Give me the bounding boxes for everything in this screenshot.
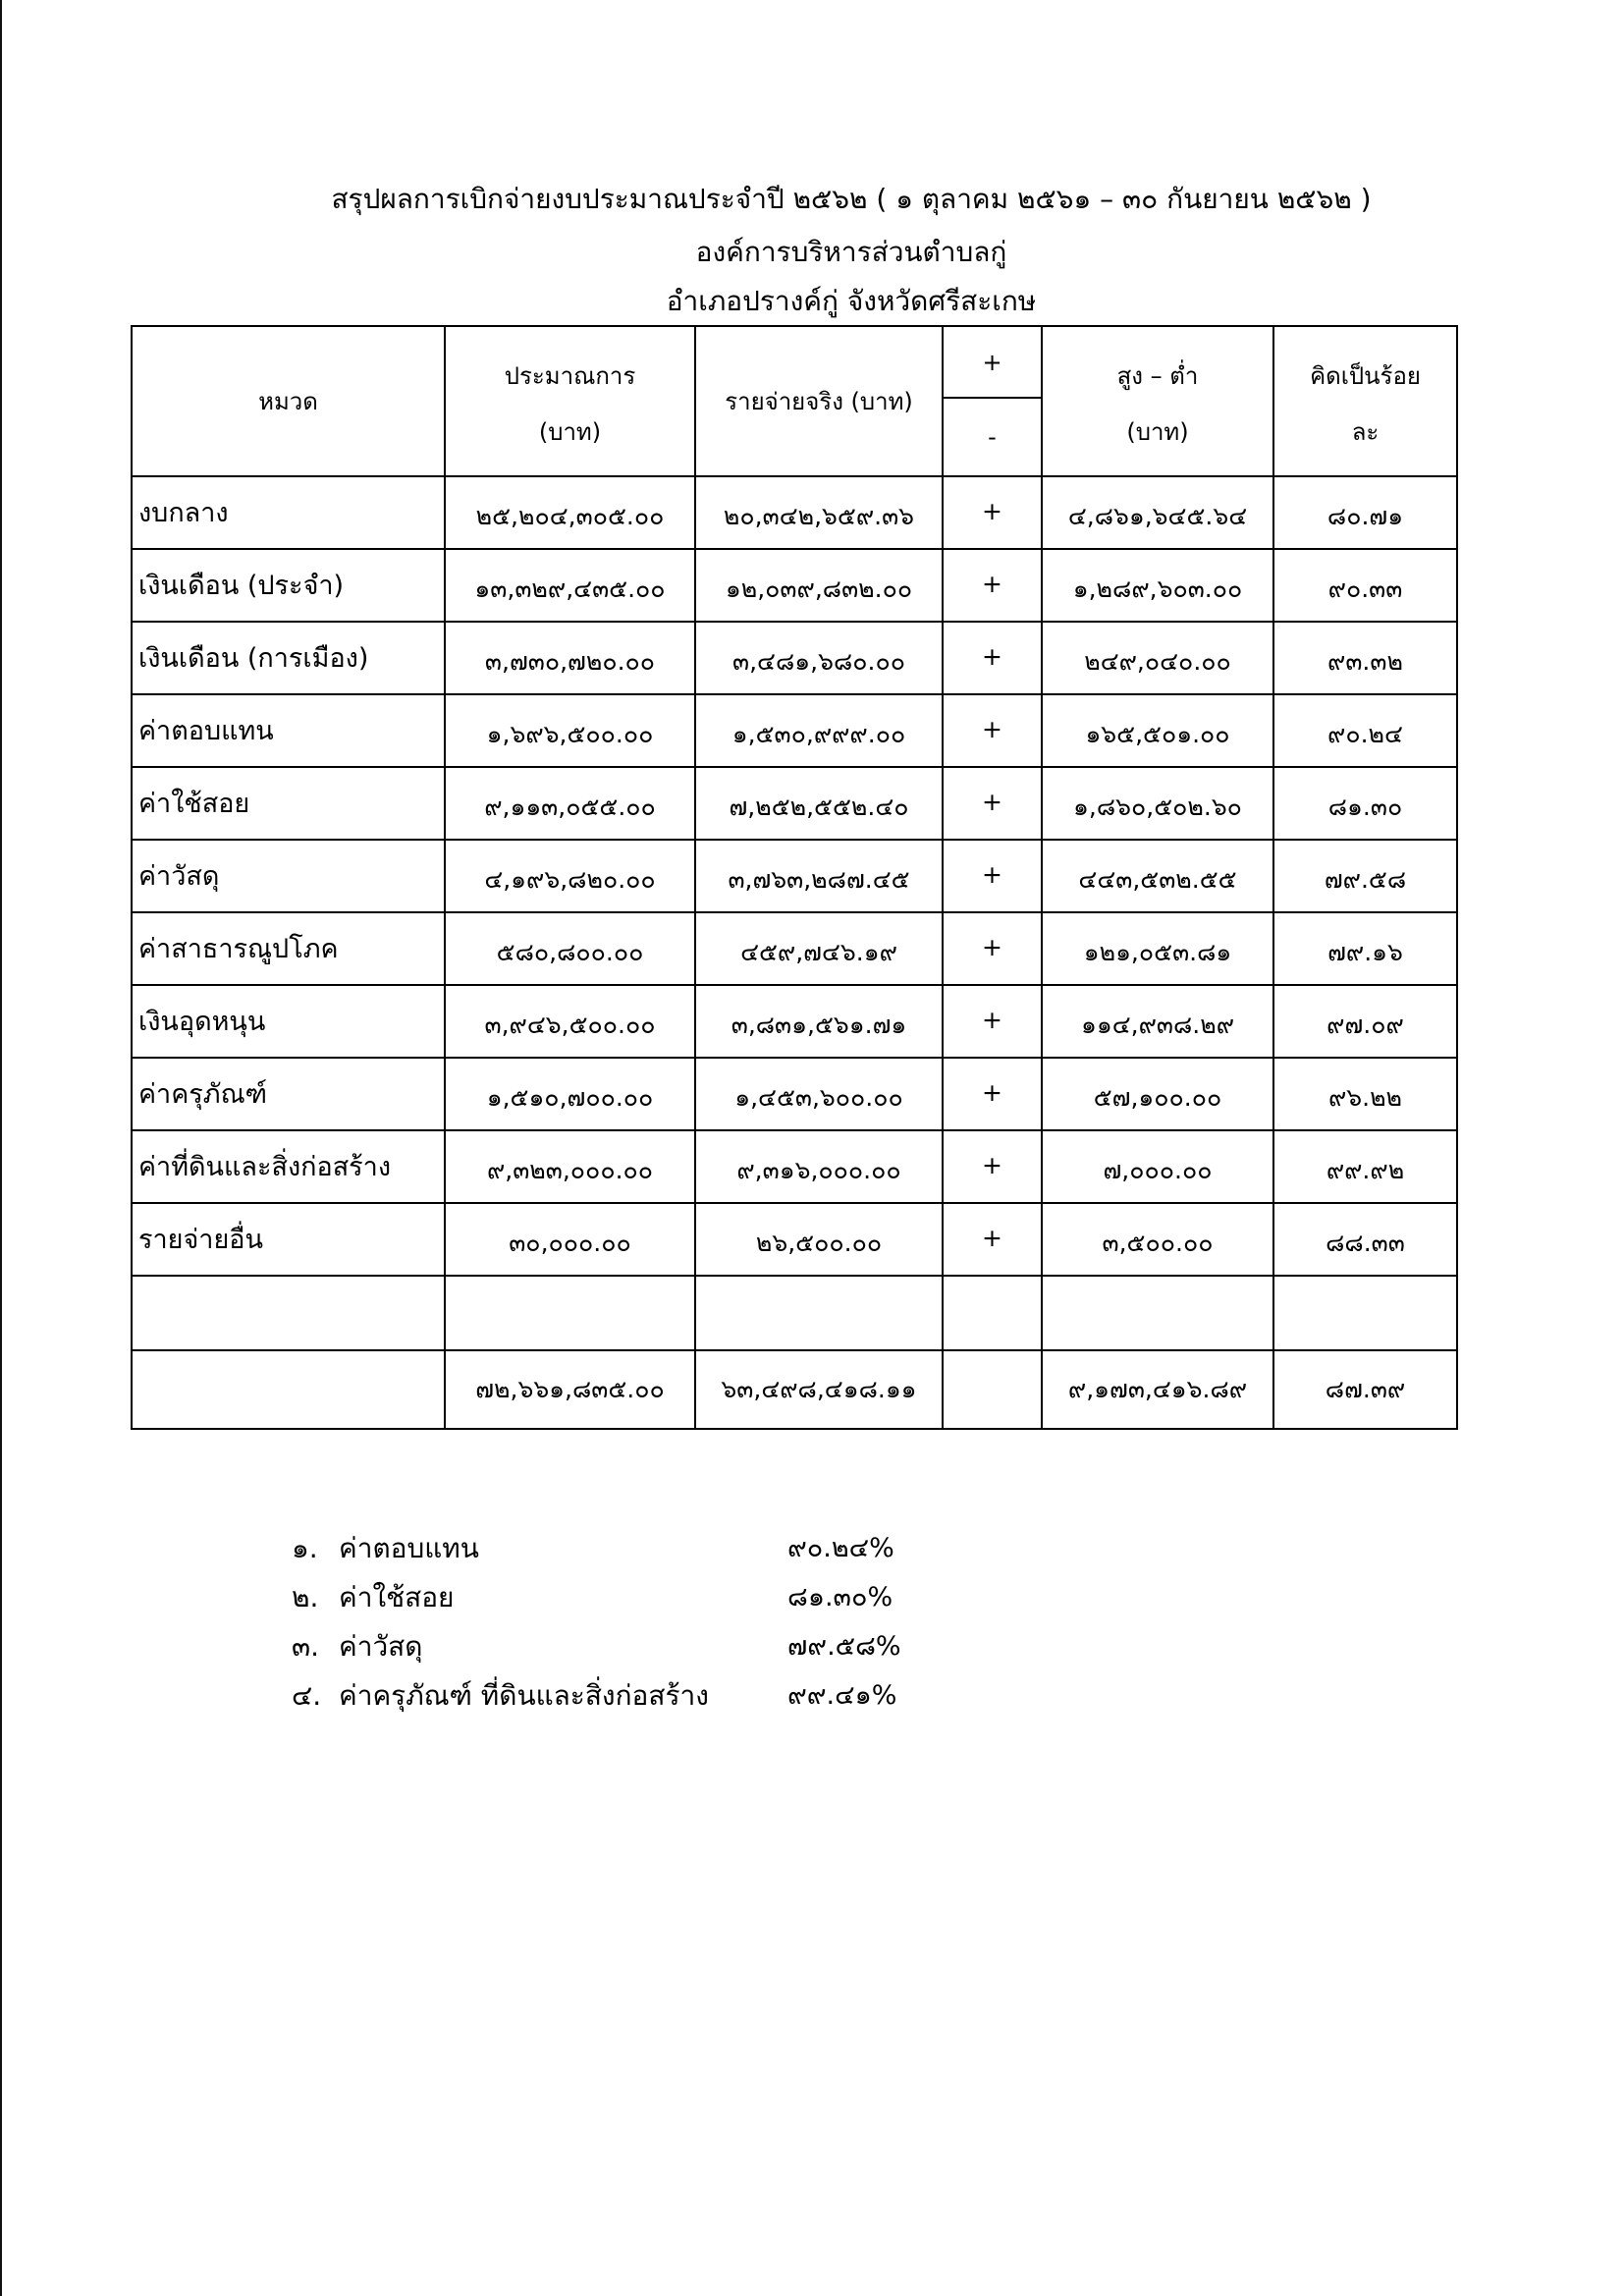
header-category-label: หมวด — [258, 388, 318, 415]
percent-cell: ๙๗.๐๙ — [1273, 985, 1457, 1058]
table-row — [132, 985, 1457, 1058]
actual-cell: ๑,๕๓๐,๙๙๙.๐๐ — [695, 694, 943, 767]
table-row — [132, 622, 1457, 694]
category-cell: งบกลาง — [132, 476, 445, 549]
estimate-cell: ๓,๙๔๖,๕๐๐.๐๐ — [445, 985, 695, 1058]
budget-summary-table — [131, 325, 1458, 1430]
category-cell: รายจ่ายอื่น — [132, 1203, 445, 1276]
estimate-cell: ๙,๑๑๓,๐๕๕.๐๐ — [445, 767, 695, 840]
total-sign-cell — [943, 1350, 1042, 1429]
estimate-cell: ๒๕,๒๐๔,๓๐๕.๐๐ — [445, 476, 695, 549]
percent-cell: ๘๑.๓๐ — [1273, 767, 1457, 840]
summary-item-percent: ๙๙.๔๑% — [787, 1680, 897, 1711]
actual-cell: ๓,๔๘๑,๖๘๐.๐๐ — [695, 622, 943, 694]
table-row — [132, 549, 1457, 622]
percent-cell: ๘๐.๗๑ — [1273, 476, 1457, 549]
percent-cell: ๙๐.๒๔ — [1273, 694, 1457, 767]
header-estimate — [445, 326, 695, 476]
difference-cell: ๑,๒๘๙,๖๐๓.๐๐ — [1042, 549, 1273, 622]
sign-cell: + — [943, 694, 1042, 767]
estimate-cell: ๓๐,๐๐๐.๐๐ — [445, 1203, 695, 1276]
percent-cell: ๙๓.๓๒ — [1273, 622, 1457, 694]
estimate-cell: ๑๓,๓๒๙,๔๓๕.๐๐ — [445, 549, 695, 622]
table-row — [132, 1130, 1457, 1203]
header-category — [132, 326, 445, 476]
estimate-cell: ๑,๕๑๐,๗๐๐.๐๐ — [445, 1058, 695, 1130]
empty-cell — [132, 1276, 445, 1350]
header-percent-label-2: ละ — [1351, 417, 1380, 446]
estimate-cell: ๑,๖๙๖,๕๐๐.๐๐ — [445, 694, 695, 767]
header-difference-unit: (บาท) — [1126, 417, 1189, 446]
organization-name: องค์การบริหารส่วนตำบลกู่ — [695, 236, 1007, 268]
category-cell: ค่าวัสดุ — [132, 840, 445, 912]
location-line: อำเภอปรางค์กู่ จังหวัดศรีสะเกษ — [666, 285, 1037, 317]
header-percent-label: คิดเป็นร้อย — [1310, 361, 1421, 390]
actual-cell: ๓,๘๓๑,๕๖๑.๗๑ — [695, 985, 943, 1058]
header-estimate-unit: (บาท) — [538, 417, 602, 446]
actual-cell: ๒๐,๓๔๒,๖๕๙.๓๖ — [695, 476, 943, 549]
summary-item-percent: ๙๐.๒๔% — [787, 1533, 894, 1563]
total-percent-cell: ๘๗.๓๙ — [1273, 1350, 1457, 1429]
empty-table-row — [132, 1276, 1457, 1350]
actual-cell: ๒๖,๕๐๐.๐๐ — [695, 1203, 943, 1276]
empty-cell — [1273, 1276, 1457, 1350]
actual-cell: ๙,๓๑๖,๐๐๐.๐๐ — [695, 1130, 943, 1203]
difference-cell: ๓,๕๐๐.๐๐ — [1042, 1203, 1273, 1276]
percent-cell: ๘๘.๓๓ — [1273, 1203, 1457, 1276]
total-actual-cell: ๖๓,๔๙๘,๔๑๘.๑๑ — [695, 1350, 943, 1429]
scan-edge-line — [0, 0, 2, 2296]
summary-item-number: ๒. — [292, 1581, 319, 1613]
difference-cell: ๑๖๕,๕๐๑.๐๐ — [1042, 694, 1273, 767]
table-row — [132, 694, 1457, 767]
total-estimate-cell: ๗๒,๖๖๑,๘๓๕.๐๐ — [445, 1350, 695, 1429]
header-plus-label: + — [982, 348, 1002, 376]
category-cell: เงินเดือน (การเมือง) — [132, 622, 445, 694]
sign-cell: + — [943, 1203, 1042, 1276]
header-actual-label: รายจ่ายจริง (บาท) — [725, 388, 913, 415]
difference-cell: ๑๒๑,๐๕๓.๘๑ — [1042, 912, 1273, 985]
sign-cell: + — [943, 1130, 1042, 1203]
estimate-cell: ๔,๑๙๖,๘๒๐.๐๐ — [445, 840, 695, 912]
empty-cell — [445, 1276, 695, 1350]
summary-item — [292, 1625, 940, 1674]
percent-cell: ๙๖.๒๒ — [1273, 1058, 1457, 1130]
category-cell: ค่าสาธารณูปโภค — [132, 912, 445, 985]
header-difference — [1042, 326, 1273, 476]
summary-item-label: ค่าใช้สอย — [339, 1581, 455, 1613]
table-row — [132, 476, 1457, 549]
total-row — [132, 1350, 1457, 1429]
table-row — [132, 912, 1457, 985]
category-cell: เงินเดือน (ประจำ) — [132, 549, 445, 622]
summary-item-percent: ๘๑.๓๐% — [787, 1582, 893, 1613]
document-title: สรุปผลการเบิกจ่ายงบประมาณประจำปี ๒๕๖๒ ( ๑ ตุลาคม ๒๕๖๑ – ๓๐ กันยายน ๒๕๖๒ ) — [331, 183, 1372, 215]
table-row — [132, 1203, 1457, 1276]
header-difference-label: สูง – ต่ำ — [1116, 361, 1199, 390]
summary-item — [292, 1674, 940, 1723]
category-cell: ค่าใช้สอย — [132, 767, 445, 840]
sign-cell: + — [943, 840, 1042, 912]
header-sign-minus — [943, 398, 1042, 476]
estimate-cell: ๙,๓๒๓,๐๐๐.๐๐ — [445, 1130, 695, 1203]
total-difference-cell: ๙,๑๗๓,๔๑๖.๘๙ — [1042, 1350, 1273, 1429]
difference-cell: ๒๔๙,๐๔๐.๐๐ — [1042, 622, 1273, 694]
summary-item-label: ค่าครุภัณฑ์ ที่ดินและสิ่งก่อสร้าง — [339, 1679, 709, 1712]
header-minus-label: - — [988, 423, 997, 451]
empty-cell — [943, 1276, 1042, 1350]
sign-cell: + — [943, 767, 1042, 840]
percent-cell: ๙๙.๙๒ — [1273, 1130, 1457, 1203]
summary-item — [292, 1527, 940, 1576]
sign-cell: + — [943, 985, 1042, 1058]
category-cell: ค่าตอบแทน — [132, 694, 445, 767]
difference-cell: ๔๔๓,๕๓๒.๕๕ — [1042, 840, 1273, 912]
sign-cell: + — [943, 622, 1042, 694]
header-sign-plus — [943, 326, 1042, 398]
difference-cell: ๑๑๔,๙๓๘.๒๙ — [1042, 985, 1273, 1058]
summary-item-percent: ๗๙.๕๘% — [787, 1631, 901, 1662]
estimate-cell: ๕๘๐,๘๐๐.๐๐ — [445, 912, 695, 985]
actual-cell: ๗,๒๕๒,๕๕๒.๔๐ — [695, 767, 943, 840]
percent-cell: ๗๙.๑๖ — [1273, 912, 1457, 985]
table-row — [132, 767, 1457, 840]
actual-cell: ๓,๗๖๓,๒๘๗.๔๕ — [695, 840, 943, 912]
sign-cell: + — [943, 1058, 1042, 1130]
difference-cell: ๗,๐๐๐.๐๐ — [1042, 1130, 1273, 1203]
summary-item-number: ๑. — [292, 1532, 318, 1564]
sign-cell: + — [943, 549, 1042, 622]
difference-cell: ๑,๘๖๐,๕๐๒.๖๐ — [1042, 767, 1273, 840]
sign-cell: + — [943, 476, 1042, 549]
summary-item-number: ๓. — [292, 1630, 320, 1663]
difference-cell: ๔,๘๖๑,๖๔๕.๖๔ — [1042, 476, 1273, 549]
actual-cell: ๑๒,๐๓๙,๘๓๒.๐๐ — [695, 549, 943, 622]
category-cell: ค่าที่ดินและสิ่งก่อสร้าง — [132, 1130, 445, 1203]
total-label-cell — [132, 1350, 445, 1429]
category-cell: ค่าครุภัณฑ์ — [132, 1058, 445, 1130]
table-row — [132, 840, 1457, 912]
percent-cell: ๙๐.๓๓ — [1273, 549, 1457, 622]
header-estimate-label: ประมาณการ — [504, 361, 636, 390]
empty-cell — [695, 1276, 943, 1350]
table-header-row — [132, 326, 1457, 398]
header-actual — [695, 326, 943, 476]
category-cell: เงินอุดหนุน — [132, 985, 445, 1058]
summary-list — [292, 1527, 940, 1723]
actual-cell: ๑,๔๕๓,๖๐๐.๐๐ — [695, 1058, 943, 1130]
header-percent — [1273, 326, 1457, 476]
summary-item-label: ค่าตอบแทน — [339, 1532, 479, 1564]
empty-cell — [1042, 1276, 1273, 1350]
summary-item — [292, 1576, 940, 1625]
actual-cell: ๔๕๙,๗๔๖.๑๙ — [695, 912, 943, 985]
summary-item-number: ๔. — [292, 1679, 322, 1712]
table-row — [132, 1058, 1457, 1130]
sign-cell: + — [943, 912, 1042, 985]
summary-item-label: ค่าวัสดุ — [339, 1630, 423, 1663]
percent-cell: ๗๙.๕๘ — [1273, 840, 1457, 912]
estimate-cell: ๓,๗๓๐,๗๒๐.๐๐ — [445, 622, 695, 694]
difference-cell: ๕๗,๑๐๐.๐๐ — [1042, 1058, 1273, 1130]
